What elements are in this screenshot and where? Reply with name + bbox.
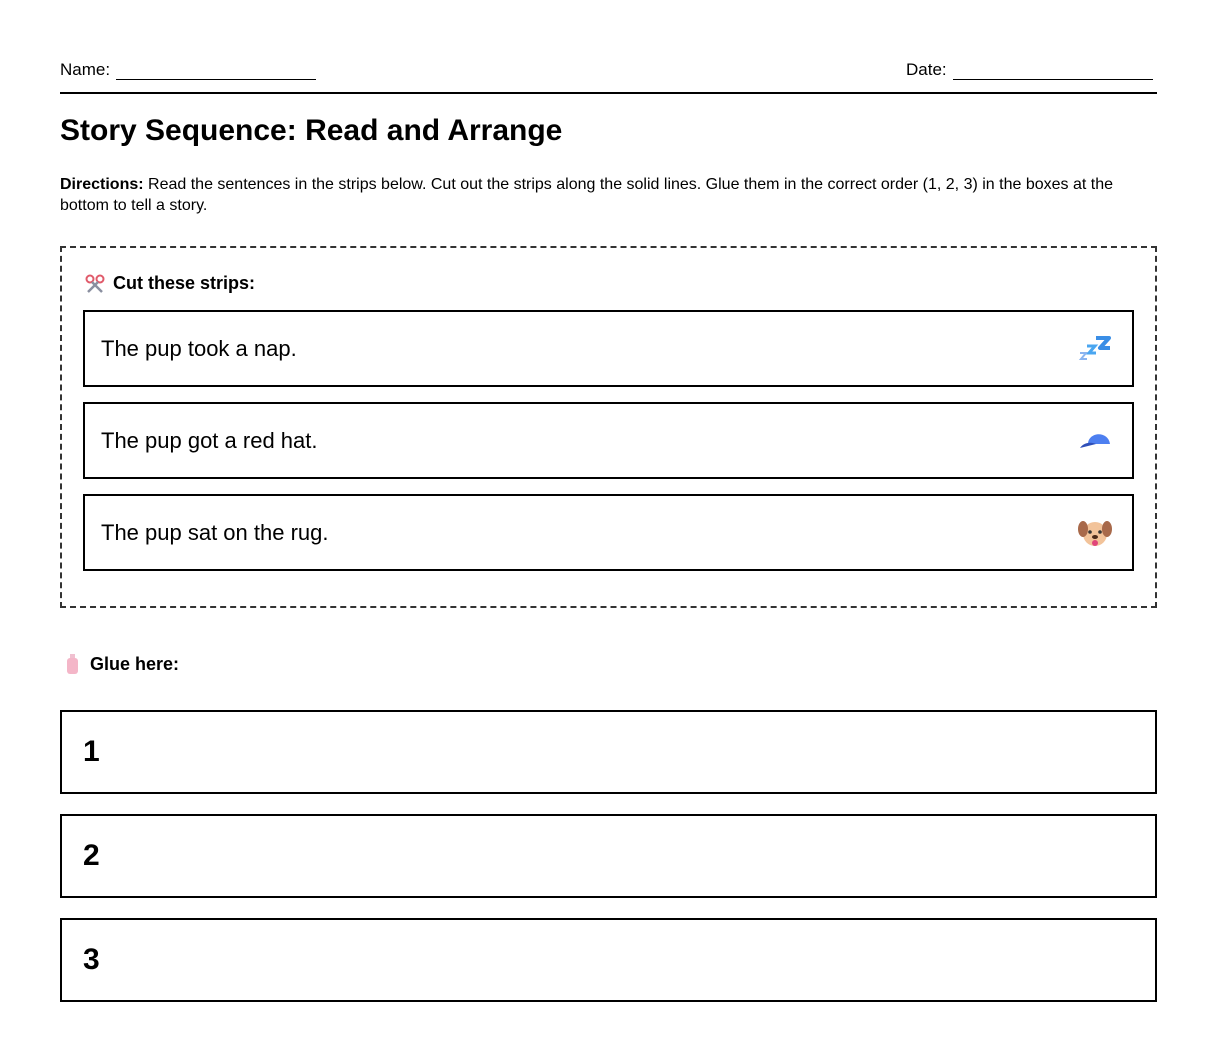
name-field xyxy=(60,60,316,80)
date-label: Date: xyxy=(906,60,947,79)
glue-bottle-icon xyxy=(64,653,82,675)
scissors-icon xyxy=(85,274,105,294)
sentence-strip[interactable] xyxy=(83,494,1134,571)
directions xyxy=(60,174,1140,216)
name-blank[interactable] xyxy=(116,65,316,80)
dog-face-icon xyxy=(1078,517,1112,549)
date-field xyxy=(906,60,1153,80)
worksheet-title: Story Sequence: Read and Arrange xyxy=(60,114,563,147)
glue-label-text: Glue here: xyxy=(90,653,180,674)
cut-label-text: Cut these strips: xyxy=(113,273,256,293)
header-divider xyxy=(60,92,1157,94)
box-number: 3 xyxy=(83,943,100,976)
box-number: 1 xyxy=(83,735,100,768)
glue-box-3[interactable] xyxy=(60,918,1157,1002)
date-blank[interactable] xyxy=(953,65,1153,80)
glue-section-label xyxy=(64,653,179,675)
zzz-icon xyxy=(1078,335,1112,363)
sentence-strip[interactable] xyxy=(83,310,1134,387)
box-number: 2 xyxy=(83,839,100,872)
name-label: Name: xyxy=(60,60,111,79)
strip-text: The pup sat on the rug. xyxy=(101,519,329,545)
strip-text: The pup took a nap. xyxy=(101,335,297,361)
glue-box-2[interactable] xyxy=(60,814,1157,898)
cut-section-label xyxy=(85,273,255,294)
directions-text: Read the sentences in the strips below. Cut out the strips along the solid lines. Glue them in the correct order (1, 2, 3) in the boxes at the bottom to tell a story. xyxy=(60,176,1113,214)
glue-box-1[interactable] xyxy=(60,710,1157,794)
directions-label: Directions: xyxy=(60,176,144,193)
strip-text: The pup got a red hat. xyxy=(101,427,318,453)
sentence-strip[interactable] xyxy=(83,402,1134,479)
cap-icon xyxy=(1078,428,1112,454)
